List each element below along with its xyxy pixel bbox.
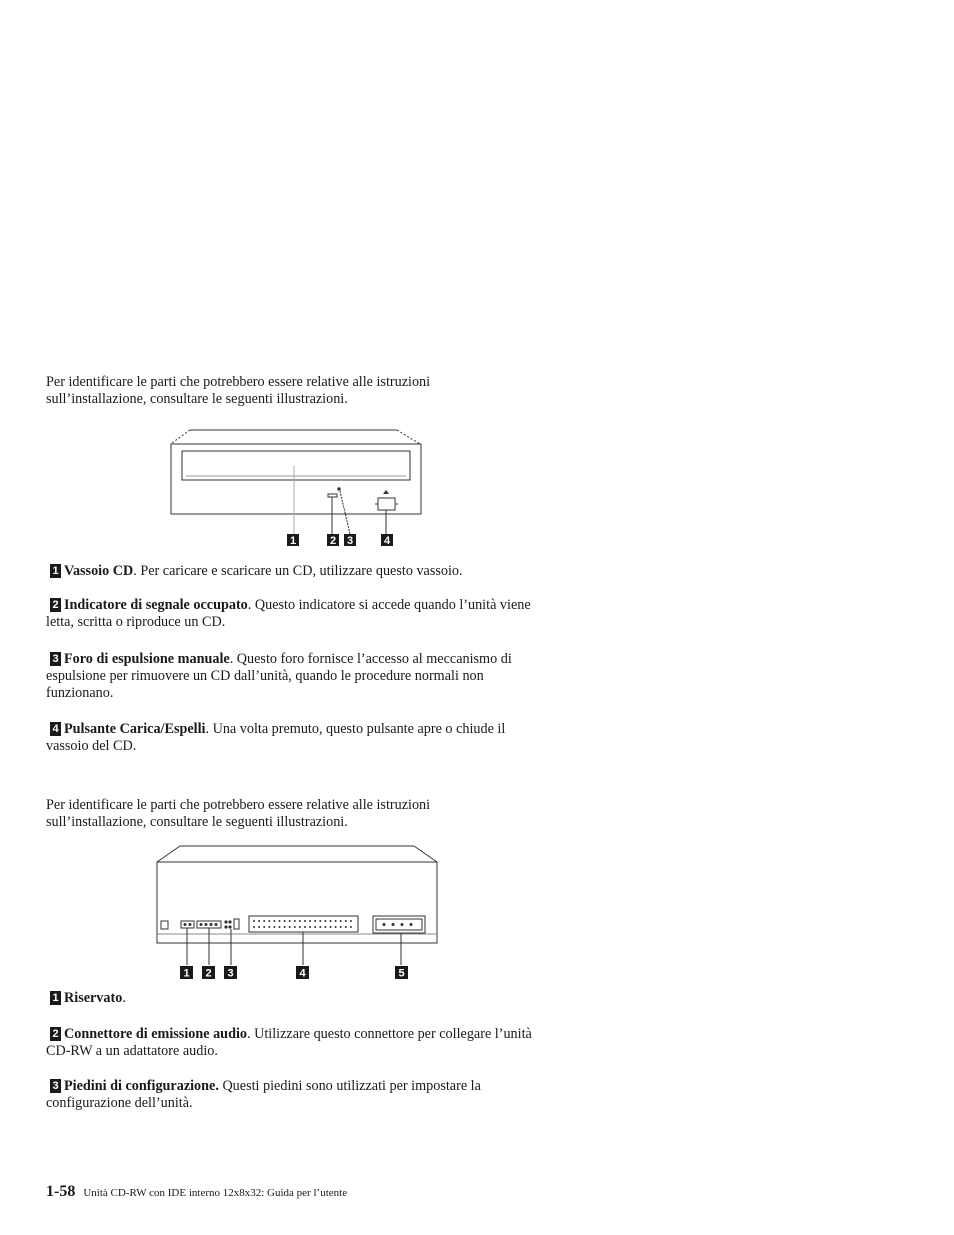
item-text: . Utilizzare questo connettore per collegare l’unità CD-RW a un adattatore audio. (46, 1026, 532, 1059)
callout-label: 3 (346, 535, 354, 547)
intro-line-2: sull’installazione, consultare le seguenti illustrazioni. (46, 391, 348, 407)
intro-line-2: sull’installazione, consultare le seguenti illustrazioni. (46, 814, 348, 830)
callout-label: 3 (227, 967, 234, 980)
item-number: 3 (50, 652, 61, 666)
item-term: Vassoio CD (64, 563, 134, 579)
item-term: Piedini di configurazione. (64, 1078, 219, 1094)
legend-item (46, 1026, 546, 1060)
item-term: Foro di espulsione manuale (64, 651, 230, 667)
item-number: 2 (50, 598, 61, 612)
item-term: Pulsante Carica/Espelli (64, 721, 206, 737)
callout-label: 1 (289, 535, 297, 547)
item-term: Connettore di emissione audio (64, 1026, 248, 1042)
intro-line-1: Per identificare le parti che potrebbero essere relative alle istruzioni (46, 797, 431, 813)
item-number: 4 (50, 722, 61, 736)
callout-label: 5 (398, 967, 405, 980)
intro-line-1: Per identificare le parti che potrebbero essere relative alle istruzioni (46, 374, 431, 390)
callout-label: 2 (329, 535, 337, 547)
callout-label: 4 (299, 967, 306, 980)
callout-label: 1 (183, 967, 190, 980)
item-text: Questi piedini sono utilizzati per impostare la configurazione dell’unità. (46, 1078, 481, 1111)
item-text: . Questo foro fornisce l’accesso al meccanismo di espulsione per rimuovere un CD dall’unità, quando le procedure normali non funzionano. (46, 651, 512, 701)
item-text: . Per caricare e scaricare un CD, utilizzare questo vassoio. (133, 563, 463, 579)
page-footer (46, 1183, 347, 1202)
callout-label: 4 (383, 535, 391, 547)
page-number: 1-58 (46, 1183, 76, 1200)
item-number: 1 (50, 991, 61, 1005)
legend-item (46, 990, 546, 1007)
item-term: Indicatore di segnale occupato (64, 597, 248, 613)
running-title: Unità CD-RW con IDE interno 12x8x32: Guida per l’utente (83, 1187, 348, 1199)
item-text: . (122, 990, 126, 1006)
legend-item (46, 1078, 546, 1112)
item-number: 2 (50, 1027, 61, 1041)
item-number: 1 (50, 564, 61, 578)
item-text: . Una volta premuto, questo pulsante apre o chiude il vassoio del CD. (46, 721, 506, 754)
callout-label: 2 (205, 967, 212, 980)
item-text: . Questo indicatore si accede quando l’unità viene letta, scritta o riproduce un CD. (46, 597, 531, 630)
item-number: 3 (50, 1079, 61, 1093)
item-term: Riservato (64, 990, 123, 1006)
